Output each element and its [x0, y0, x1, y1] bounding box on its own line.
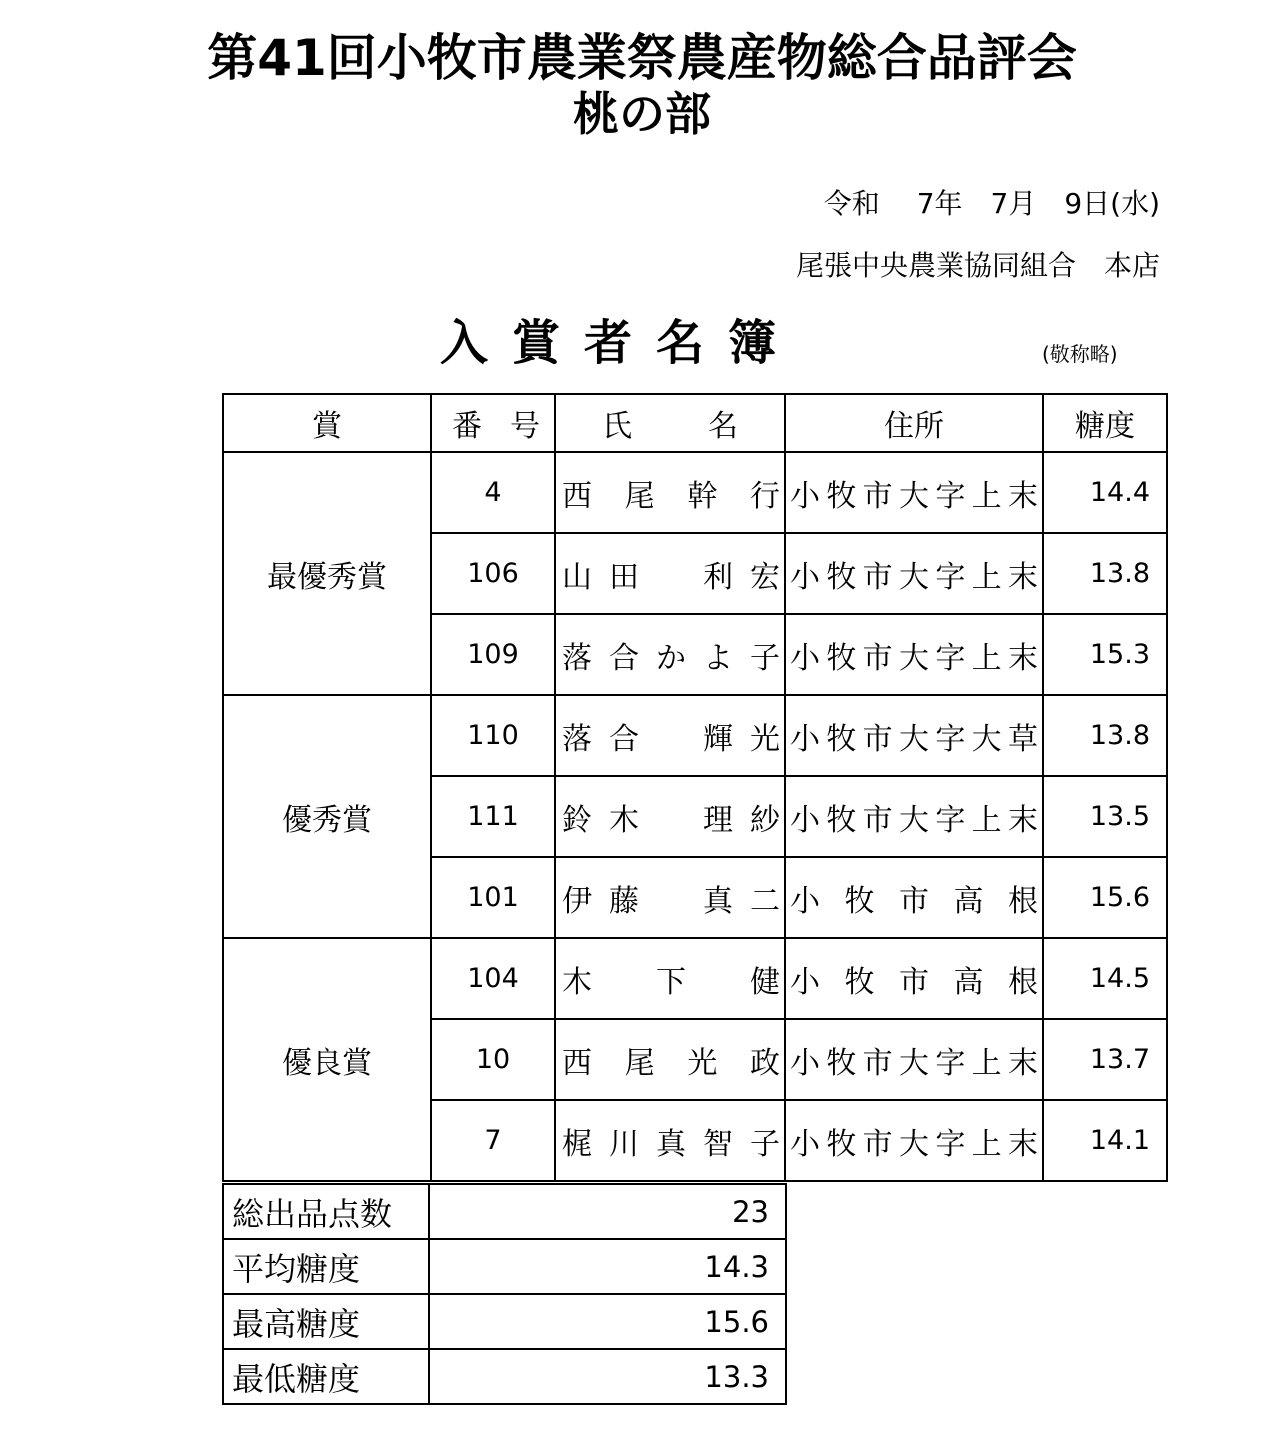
entry-number: 7: [431, 1100, 555, 1181]
entrant-name-char: 落: [562, 721, 592, 757]
entrant-address-char: 市: [862, 1126, 893, 1162]
entrant-name-char: 智: [703, 1126, 733, 1162]
entry-number: 109: [431, 614, 555, 695]
entry-number: 110: [431, 695, 555, 776]
entrant-address-char: 市: [899, 964, 929, 1000]
entrant-address-char: 牧: [826, 802, 857, 838]
entrant-address-char: 根: [1008, 883, 1038, 919]
entrant-name-char: 梶: [562, 1126, 592, 1162]
entrant-name-char: か: [656, 640, 686, 676]
entrant-name-char: 落: [562, 640, 592, 676]
entrant-address-char: 末: [1007, 802, 1038, 838]
entrant-address-char: 字: [935, 1126, 966, 1162]
entry-number: 106: [431, 533, 555, 614]
entrant-name-char: 川: [609, 1126, 639, 1162]
entrant-address-char: 牧: [826, 1045, 857, 1081]
entrant-address-char: 大: [898, 478, 929, 514]
header-name-char: 氏: [602, 409, 632, 444]
awards-table: [222, 393, 1168, 1182]
entrant-address-char: 上: [971, 802, 1002, 838]
header-number-char: 番: [452, 409, 482, 444]
entrant-address-char: 市: [862, 1045, 893, 1081]
sugar-content: 15.3: [1043, 614, 1167, 695]
entrant-address-char: 牧: [844, 964, 875, 1000]
entrant-name: [555, 614, 785, 695]
entrant-address: [785, 938, 1043, 1019]
entrant-name: [555, 452, 785, 533]
entrant-address: [785, 452, 1043, 533]
entrant-name-char: 木: [609, 802, 639, 838]
summary-value: 13.3: [429, 1349, 786, 1404]
entry-number: 104: [431, 938, 555, 1019]
header-name-char: 名: [708, 409, 738, 444]
entrant-address-char: 字: [935, 559, 966, 595]
entrant-address-char: 市: [899, 883, 929, 919]
entrant-name: [555, 1100, 785, 1181]
entrant-address-char: 市: [862, 478, 893, 514]
entrant-address-char: 小: [790, 478, 820, 514]
entrant-name-char: 子: [750, 640, 780, 676]
entrant-address-char: 市: [862, 559, 893, 595]
sugar-content: 13.8: [1043, 533, 1167, 614]
entrant-address-char: 上: [971, 478, 1002, 514]
entrant-name: [555, 695, 785, 776]
table-row: [223, 695, 1167, 776]
entrant-address-char: 小: [790, 721, 820, 757]
entrant-name-char: よ: [703, 640, 733, 676]
summary-row: [223, 1184, 786, 1239]
entrant-address-char: 牧: [826, 1126, 857, 1162]
awardee-list-heading: 入賞者名簿: [440, 315, 801, 371]
entrant-address-char: 小: [790, 640, 820, 676]
prize-cell: 優秀賞: [223, 695, 431, 938]
document-title: 第41回小牧市農業祭農産物総合品評会: [207, 29, 1077, 87]
entrant-address-char: 市: [862, 802, 893, 838]
entrant-address-char: 小: [790, 883, 820, 919]
header-number-char: 号: [510, 409, 540, 444]
entrant-address-char: 末: [1007, 1045, 1038, 1081]
entrant-address-char: 上: [971, 559, 1002, 595]
sugar-content: 13.5: [1043, 776, 1167, 857]
entrant-name-char: 合: [609, 640, 639, 676]
summary-row: [223, 1294, 786, 1349]
entrant-name-char: 山: [562, 559, 592, 595]
entrant-name-char: 藤: [609, 883, 639, 919]
entrant-address-char: 末: [1007, 478, 1038, 514]
document-subtitle: 桃の部: [573, 87, 711, 141]
entrant-address: [785, 1100, 1043, 1181]
entrant-name-char: 幹: [687, 478, 718, 514]
entrant-address-char: 牧: [826, 478, 857, 514]
entrant-address: [785, 695, 1043, 776]
entrant-address-char: 市: [862, 721, 893, 757]
entrant-name-char: 光: [750, 721, 780, 757]
sugar-content: 14.4: [1043, 452, 1167, 533]
entrant-address-char: 字: [935, 802, 966, 838]
summary-value: 15.6: [429, 1294, 786, 1349]
summary-row: [223, 1239, 786, 1294]
table-header-row: [223, 394, 1167, 452]
entrant-address: [785, 857, 1043, 938]
entrant-name-char: 光: [687, 1045, 718, 1081]
entrant-name-char: 二: [750, 883, 780, 919]
entrant-name-char: 利: [703, 559, 733, 595]
entrant-name-char: 尾: [624, 478, 655, 514]
event-date: 令和 7年 7月 9日(水): [823, 187, 1160, 220]
entrant-address-char: 小: [790, 1045, 820, 1081]
header-number: [431, 394, 555, 452]
entrant-address: [785, 533, 1043, 614]
entry-number: 101: [431, 857, 555, 938]
summary-label: 最高糖度: [223, 1294, 429, 1349]
entry-number: 10: [431, 1019, 555, 1100]
entrant-name-char: 合: [609, 721, 639, 757]
entrant-name-char: 行: [749, 478, 780, 514]
entrant-address-char: 大: [898, 721, 929, 757]
summary-table: [222, 1183, 787, 1405]
entrant-address-char: 末: [1007, 640, 1038, 676]
entrant-address-char: 牧: [826, 721, 857, 757]
sugar-content: 14.5: [1043, 938, 1167, 1019]
honorific-note: (敬称略): [1042, 342, 1118, 366]
entrant-address-char: 上: [971, 1045, 1002, 1081]
table-row: [223, 938, 1167, 1019]
entrant-address-char: 大: [898, 1126, 929, 1162]
entrant-name: [555, 938, 785, 1019]
sugar-content: 15.6: [1043, 857, 1167, 938]
entrant-address-char: 草: [1007, 721, 1038, 757]
entrant-address-char: 上: [971, 1126, 1002, 1162]
entrant-address-char: 高: [953, 883, 984, 919]
entrant-address-char: 上: [971, 640, 1002, 676]
summary-row: [223, 1349, 786, 1404]
entrant-name-char: 西: [562, 478, 592, 514]
entrant-address-char: 牧: [844, 883, 875, 919]
entrant-address-char: 高: [953, 964, 984, 1000]
header-name: [555, 394, 785, 452]
entrant-name-char: 田: [609, 559, 639, 595]
entry-number: 4: [431, 452, 555, 533]
entrant-address-char: 末: [1007, 1126, 1038, 1162]
entrant-address-char: 牧: [826, 559, 857, 595]
entrant-name: [555, 857, 785, 938]
entrant-address: [785, 614, 1043, 695]
entrant-address-char: 字: [935, 640, 966, 676]
entrant-name-char: 紗: [750, 802, 780, 838]
entrant-name: [555, 1019, 785, 1100]
entrant-name: [555, 533, 785, 614]
sugar-content: 13.8: [1043, 695, 1167, 776]
sugar-content: 13.7: [1043, 1019, 1167, 1100]
entrant-address-char: 大: [898, 802, 929, 838]
entrant-address-char: 小: [790, 559, 820, 595]
entrant-address-char: 末: [1007, 559, 1038, 595]
entrant-name-char: 木: [562, 964, 592, 1000]
entrant-address-char: 根: [1008, 964, 1038, 1000]
summary-value: 23: [429, 1184, 786, 1239]
entrant-name-char: 輝: [703, 721, 733, 757]
summary-value: 14.3: [429, 1239, 786, 1294]
entrant-name-char: 子: [750, 1126, 780, 1162]
entrant-name-char: 真: [656, 1126, 686, 1162]
entrant-name-char: 尾: [624, 1045, 655, 1081]
entrant-address-char: 市: [862, 640, 893, 676]
entrant-address-char: 字: [935, 721, 966, 757]
entrant-name-char: 宏: [750, 559, 780, 595]
entrant-address-char: 大: [898, 640, 929, 676]
entrant-address-char: 字: [935, 478, 966, 514]
entrant-name-char: 理: [703, 802, 733, 838]
entrant-address-char: 字: [935, 1045, 966, 1081]
prize-cell: 優良賞: [223, 938, 431, 1181]
summary-label: 平均糖度: [223, 1239, 429, 1294]
sugar-content: 14.1: [1043, 1100, 1167, 1181]
entrant-name-char: 伊: [562, 883, 592, 919]
entrant-name-char: 真: [703, 883, 733, 919]
table-row: [223, 452, 1167, 533]
prize-cell: 最優秀賞: [223, 452, 431, 695]
entrant-address-char: 大: [898, 559, 929, 595]
entrant-address-char: 大: [898, 1045, 929, 1081]
entrant-address-char: 大: [971, 721, 1002, 757]
entrant-name-char: 健: [750, 964, 780, 1000]
entrant-address-char: 小: [790, 964, 820, 1000]
header-brix: 糖度: [1043, 394, 1167, 452]
header-prize: 賞: [223, 394, 431, 452]
entrant-name-char: 西: [562, 1045, 592, 1081]
entry-number: 111: [431, 776, 555, 857]
entrant-name-char: 鈴: [562, 802, 592, 838]
entrant-address-char: 小: [790, 1126, 820, 1162]
entrant-address-char: 牧: [826, 640, 857, 676]
entrant-address: [785, 776, 1043, 857]
summary-label: 総出品点数: [223, 1184, 429, 1239]
entrant-address: [785, 1019, 1043, 1100]
organization-name: 尾張中央農業協同組合 本店: [795, 249, 1160, 282]
entrant-name-char: 政: [749, 1045, 780, 1081]
entrant-address-char: 小: [790, 802, 820, 838]
entrant-name: [555, 776, 785, 857]
entrant-name-char: 下: [656, 964, 686, 1000]
header-address: 住所: [785, 394, 1043, 452]
summary-label: 最低糖度: [223, 1349, 429, 1404]
